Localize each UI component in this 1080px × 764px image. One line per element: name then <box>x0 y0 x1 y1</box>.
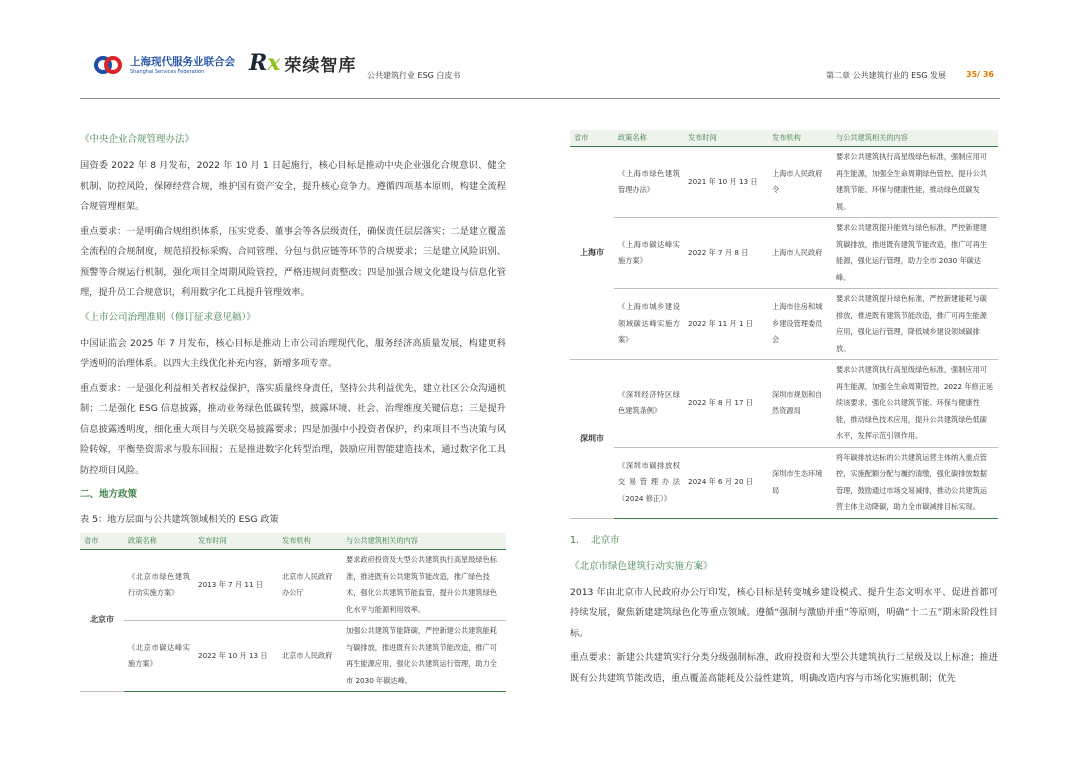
policy-name: 《上海市碳达峰实施方案》 <box>614 218 684 289</box>
col-header-date: 发布时间 <box>194 533 278 550</box>
header-chapter: 第二章 公共建筑行业的 ESG 发展 <box>826 71 946 80</box>
col-header-date: 发布时间 <box>684 130 768 147</box>
policy-org: 深圳市规划和自然资源局 <box>768 360 832 448</box>
policy-org: 北京市人民政府办公厅 <box>278 550 342 621</box>
table-row <box>80 621 506 692</box>
policy-date: 2021 年 10 月 13 日 <box>684 147 768 218</box>
policy-content: 要求公共建筑提升绿色标准，严控新建能耗与碳排放，推进既有建筑节能改造，推广可再生能源应用，强化运行管理，降低城乡建设领域碳排放。 <box>832 289 998 360</box>
policy-name: 《上海市城乡建设领域碳达峰实施方案》 <box>614 289 684 360</box>
policy-date: 2022 年 10 月 13 日 <box>194 621 278 692</box>
paragraph: 重点要求：新建公共建筑实行分类分级强制标准，政府投资和大型公共建筑执行二星级及以上标准；推进既有公共建筑节能改造，重点覆盖高能耗及公益性建筑，明确改造内容与市场化实施机制；优先 <box>570 652 998 684</box>
col-header-content: 与公共建筑相关的内容 <box>342 533 506 550</box>
col-header-province: 省市 <box>80 533 124 550</box>
province-cell: 深圳市 <box>570 360 614 519</box>
table-caption: 表 5：地方层面与公共建筑领域相关的 ESG 政策 <box>80 514 279 525</box>
policy-date: 2024 年 6 月 20 日 <box>684 447 768 518</box>
rongxu-logo <box>249 50 356 76</box>
col-header-content: 与公共建筑相关的内容 <box>832 130 998 147</box>
ssf-logo-en: Shanghai Services Federation <box>130 69 205 75</box>
left-column <box>80 130 506 692</box>
heading-city: 北京市 <box>591 534 620 546</box>
table-row <box>570 360 998 448</box>
policy-date: 2022 年 8 月 17 日 <box>684 360 768 448</box>
policy-name: 《北京市绿色建筑行动实施方案》 <box>124 550 194 621</box>
heading-central-soe-compliance: 《中央企业合规管理办法》 <box>80 134 195 145</box>
policy-org: 上海市人民政府 <box>768 218 832 289</box>
table-row <box>80 550 506 621</box>
province-cell: 北京市 <box>80 550 124 692</box>
table-row <box>570 289 998 360</box>
col-header-policy: 政策名称 <box>124 533 194 550</box>
paragraph: 2013 年由北京市人民政府办公厅印发，核心目标是转变城乡建设模式、提升生态文明水平、促进首都可持续发展，聚焦新建建筑绿色化等重点领域。遵循“强制与激励并重”等原则，明确“十二五”期末阶段性目标。 <box>570 586 998 639</box>
paragraph: 重点要求：一是明确合规组织体系，压实党委、董事会等各层级责任，确保责任层层落实；二是建立覆盖全流程的合规制度，规范招投标采购、合同管理、分包与供应链等环节的合规要求；三是建立风险识别、预警等合规运行机制，强化项目全周期风险管控，严格违规问责整改；四是加强合规文化建设与信息化管理，提升员工合规意识，利用数字化工具提升管理效率。 <box>80 225 506 298</box>
policy-table-right <box>570 130 998 519</box>
heading-beijing <box>570 531 998 551</box>
ssf-logo-icon <box>94 54 124 78</box>
paragraph: 中国证监会 2025 年 7 月发布，核心目标是推动上市公司治理现代化，服务经济高质量发展，构建更科学透明的治理体系。以四大主线优化补充内容，新增多项专章。 <box>80 337 506 369</box>
policy-org: 北京市人民政府 <box>278 621 342 692</box>
right-column <box>570 130 998 693</box>
section-heading-local-policy: 二、地方政策 <box>80 489 138 500</box>
policy-content: 要求公共建筑执行高星级绿色标准，强制应用可再生能源，加强全生命周期管控，2022 年修正延续该要求，强化公共建筑节能、环保与健康性能，推动绿色技术应用，提升公共建筑绿色低碳水平，发挥示范引领作用。 <box>832 360 998 448</box>
province-cell: 上海市 <box>570 147 614 360</box>
policy-org: 上海市人民政府令 <box>768 147 832 218</box>
policy-org: 深圳市生态环境局 <box>768 447 832 518</box>
policy-name: 《深圳经济特区绿色建筑条例》 <box>614 360 684 448</box>
col-header-province: 省市 <box>570 130 614 147</box>
table-header-row <box>570 130 998 147</box>
table-header-row <box>80 533 506 550</box>
table-row <box>570 218 998 289</box>
policy-name: 《北京市碳达峰实施方案》 <box>124 621 194 692</box>
heading-listed-company-governance: 《上市公司治理准则（修订征求意见稿）》 <box>80 311 256 323</box>
page-header <box>94 48 994 88</box>
policy-name: 《深圳市碳排放权交易管理办法（2024 修正）》 <box>614 447 684 518</box>
heading-number: 1. <box>570 534 580 546</box>
policy-content: 要求公共建筑执行高星级绿色标准，强制应用可再生能源，加强全生命周期绿色管控，提升公共建筑节能、环保与健康性能，推动绿色低碳发展。 <box>832 147 998 218</box>
rongxu-logo-text: 荣续智库 <box>284 55 357 76</box>
header-divider <box>80 98 1000 99</box>
paragraph: 国资委 2022 年 8 月发布，2022 年 10 月 1 日起施行，核心目标是推动中央企业强化合规意识、健全机制、防控风险，保障经营合规，维护国有资产安全，提升核心竞争力。遵循四项基本原则，构建全流程合规管理框架。 <box>80 160 506 212</box>
paragraph: 重点要求：一是强化利益相关者权益保护，落实质量终身责任，坚持公共利益优先，建立社区公众沟通机制；二是强化 ESG 信息披露，推动业务绿色低碳转型，披露环境、社会、治理维度关键信息；三是提升信息披露透明度，细化重大项目与关联交易披露要求；四是加强中小投资者保护，约束项目不当决策与风险转嫁，平衡垫资需求与股东回报；五是推进数字化转型治理，鼓励应用智能建造技术，通过数字化工具防控项目风险。 <box>80 382 506 476</box>
col-header-org: 发布机构 <box>768 130 832 147</box>
heading-beijing-green-building: 《北京市绿色建筑行动实施方案》 <box>570 560 713 572</box>
policy-content: 要求政府投资及大型公共建筑执行高星级绿色标准，推进既有公共建筑节能改造，推广绿色技术，强化公共建筑节能监管，提升公共建筑绿色化水平与能源利用效率。 <box>342 550 506 621</box>
header-doc-title: 公共建筑行业 ESG 白皮书 <box>367 71 461 80</box>
policy-content: 要求公共建筑提升能效与绿色标准，严控新建建筑碳排放，推进既有建筑节能改造，推广可再生能源，强化运行管理，助力全市 2030 年碳达峰。 <box>832 218 998 289</box>
col-header-org: 发布机构 <box>278 533 342 550</box>
col-header-policy: 政策名称 <box>614 130 684 147</box>
policy-date: 2013 年 7 月 11 日 <box>194 550 278 621</box>
policy-org: 上海市住房和城乡建设管理委员会 <box>768 289 832 360</box>
table-row <box>570 147 998 218</box>
policy-table-left <box>80 533 506 692</box>
policy-date: 2022 年 11 月 1 日 <box>684 289 768 360</box>
policy-content: 加强公共建筑节能降碳，严控新建公共建筑能耗与碳排放，推进既有公共建筑节能改造，推广可再生能源应用，强化公共建筑运行管理，助力全市 2030 年碳达峰。 <box>342 621 506 692</box>
ssf-logo <box>94 54 235 78</box>
table-row <box>570 447 998 518</box>
page-number: 35/ 36 <box>966 70 994 79</box>
policy-content: 将年碳排放达标的公共建筑运营主体纳入重点管控，实施配额分配与履约清缴，强化碳排放数据管理，鼓励通过市场交易减排，推动公共建筑运营主体主动降碳，助力全市碳减排目标实现。 <box>832 447 998 518</box>
ssf-logo-cn: 上海现代服务业联合会 <box>130 56 235 68</box>
policy-name: 《上海市绿色建筑管理办法》 <box>614 147 684 218</box>
rongxu-logo-icon: Rx <box>249 50 281 76</box>
policy-date: 2022 年 7 月 8 日 <box>684 218 768 289</box>
